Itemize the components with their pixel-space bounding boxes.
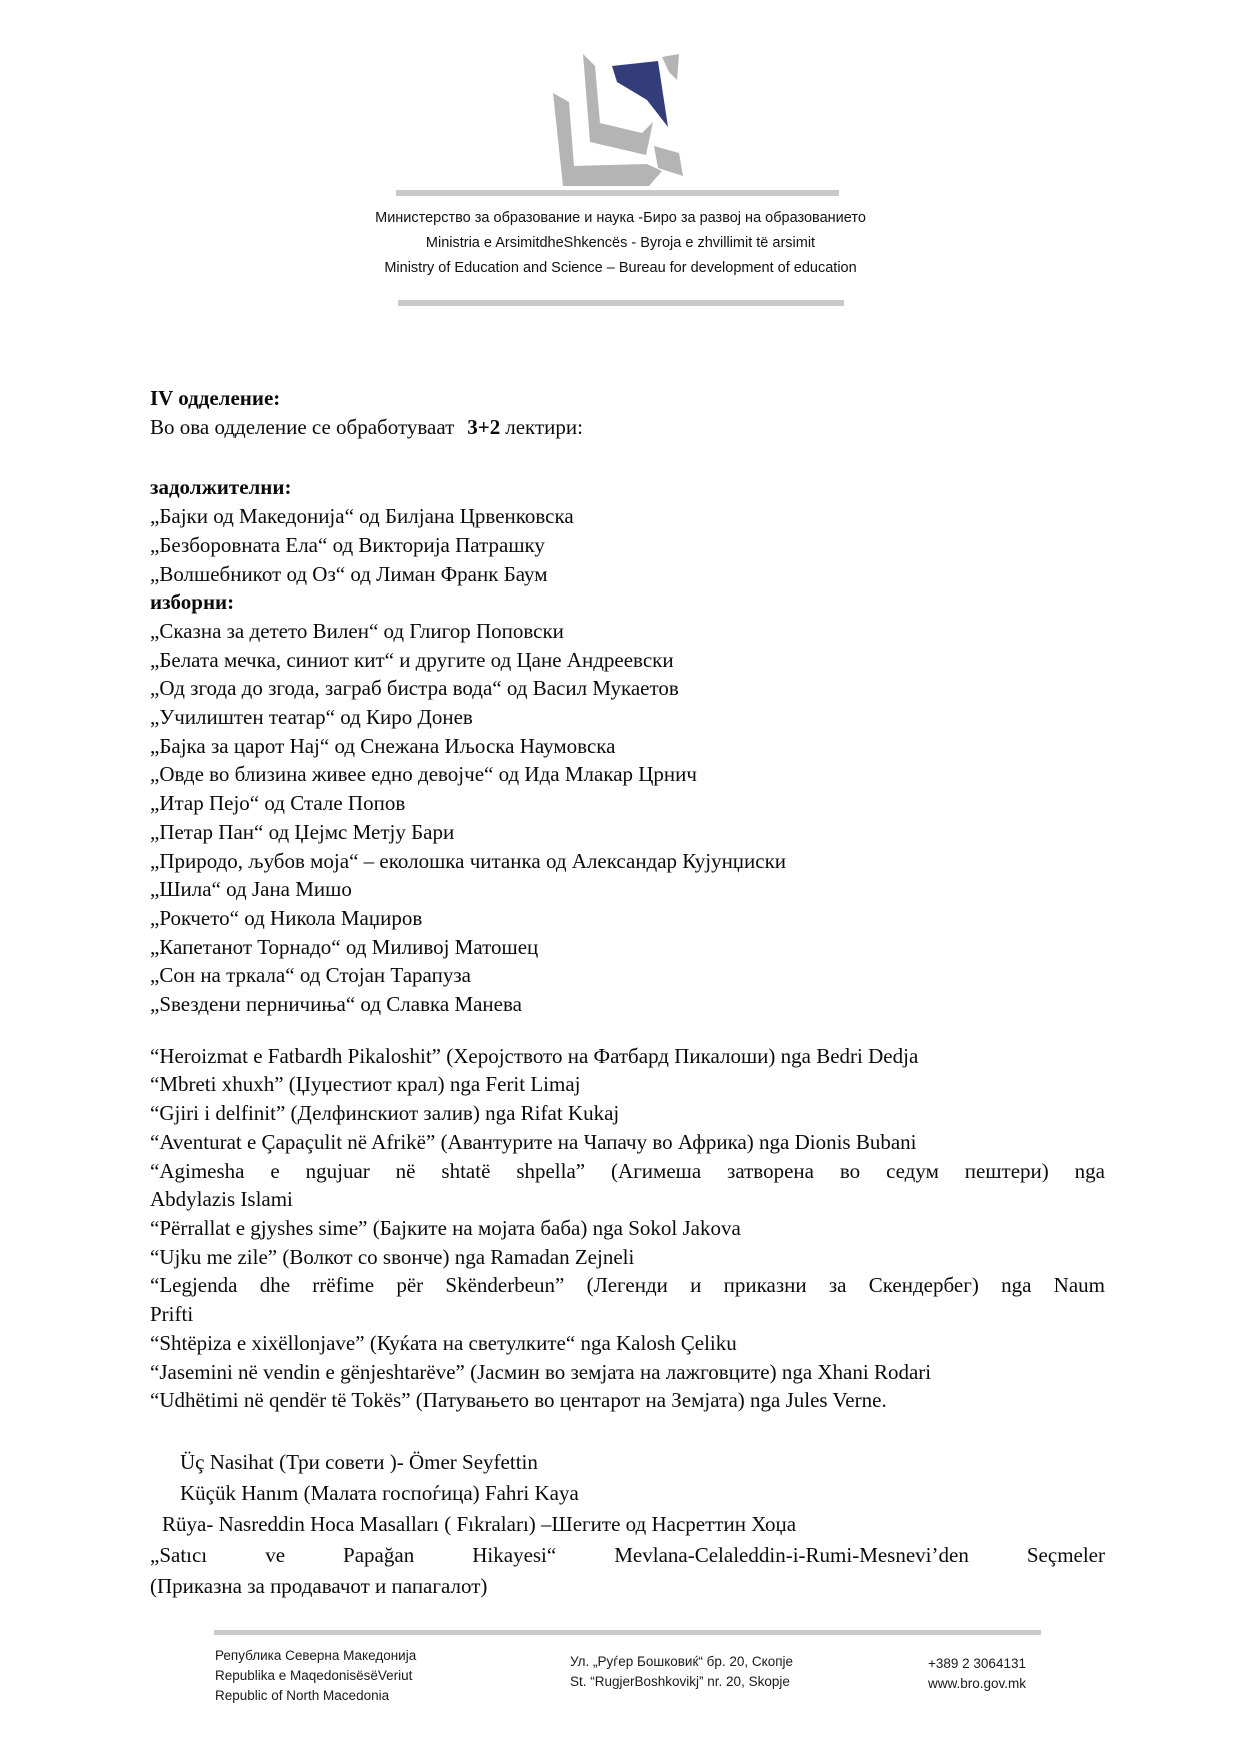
book-line: „Сон на тркала“ од Стојан Тарапуза xyxy=(150,963,471,988)
book-line: (Приказна за продавачот и папагалот) xyxy=(150,1573,488,1598)
book-line: „Од згода до згода, заграб бистра вода“ од Васил Мукаетов xyxy=(150,676,679,701)
header-separator-top xyxy=(396,190,839,196)
footer-contact-line: +389 2 3064131 xyxy=(928,1656,1026,1671)
elective-list xyxy=(150,617,1105,1019)
intro-suffix: лектири: xyxy=(505,414,583,439)
book-line: Rüya- Nasreddin Hoca Masalları ( Fıkraları) –Шегите од Насреттин Хоџа xyxy=(162,1511,797,1536)
reading-list-body xyxy=(150,384,1105,1602)
book-line: „Волшебникот од Оз“ од Лиман Франк Баум xyxy=(150,561,548,586)
book-line: “Mbreti xhuxh” (Џуџестиот крал) nga Ferit Limaj xyxy=(150,1072,581,1097)
footer-separator xyxy=(214,1630,1041,1635)
spacer xyxy=(150,1019,1105,1042)
ministry-title-en: Ministry of Education and Science – Bureau for development of education xyxy=(384,260,857,276)
book-line: “Aventurat e Çapaçulit në Afrikë” (Авантурите на Чапачу во Африка) nga Dionis Bubani xyxy=(150,1129,917,1154)
book-line: “Shtëpiza e xixëllonjave” (Куќата на светулките“ nga Kalosh Çeliku xyxy=(150,1330,737,1355)
footer-address-line: St. “RugjerBoshkovikj” nr. 20, Skopje xyxy=(570,1674,790,1689)
footer-country-line: Republika e MaqedonisësëVeriut xyxy=(215,1668,413,1683)
lecture-count: 3+2 xyxy=(467,414,501,439)
book-line: „Училиштен театар“ од Киро Донев xyxy=(150,705,473,730)
book-line: „Капетанот Торнадо“ од Миливој Матошец xyxy=(150,934,539,959)
book-line: „Satıcı ve Papağan Hikayesi“ Mevlana-Celaleddin-i-Rumi-Mesnevi’den Seçmeler xyxy=(150,1542,1105,1567)
book-line: Üç Nasihat (Три совети )- Ömer Seyfettin xyxy=(180,1449,538,1474)
book-line: „Шила“ од Јана Мишо xyxy=(150,877,352,902)
book-line: „Безборовната Ела“ од Викторија Патрашку xyxy=(150,532,545,557)
footer-contact-block xyxy=(928,1654,1026,1694)
footer-address-line: Ул. „Руѓер Бошковиќ“ бр. 20, Скопје xyxy=(570,1654,794,1669)
turkish-list xyxy=(150,1447,1105,1602)
header-separator-bottom xyxy=(398,300,844,306)
book-line: Prifti xyxy=(150,1302,194,1327)
bureau-logo-icon xyxy=(545,45,695,190)
book-line: „Бајка за царот Нај“ од Снежана Иљоска Наумовска xyxy=(150,733,616,758)
mandatory-list xyxy=(150,502,1105,588)
book-line: “Gjiri i delfinit” (Делфинскиот залив) nga Rifat Kukaj xyxy=(150,1101,620,1126)
spacer xyxy=(150,1415,1105,1447)
book-line: Küçük Hanım (Малата госпоѓица) Fahri Kaya xyxy=(180,1480,579,1505)
book-line: „Ѕвездени перничиња“ од Славка Манева xyxy=(150,992,522,1017)
book-line: Abdylazis Islami xyxy=(150,1187,293,1212)
book-line: „Сказна за детето Вилен“ од Глигор Поповски xyxy=(150,618,564,643)
footer-country-line: Република Северна Македонија xyxy=(215,1648,417,1663)
book-line: „Петар Пан“ од Џејмс Метју Бари xyxy=(150,819,455,844)
grade-heading: IV одделение: xyxy=(150,386,281,410)
book-line: „Итар Пејо“ од Стале Попов xyxy=(150,791,406,816)
book-line: „Бајки од Македонија“ од Билјана Црвенковска xyxy=(150,504,574,529)
ministry-title-sq: Ministria e ArsimitdheShkencës - Byroja e zhvillimit të arsimit xyxy=(425,235,816,251)
book-line: “Heroizmat e Fatbardh Pikaloshit” (Херојството на Фатбард Пикалоши) nga Bedri Dedja xyxy=(150,1043,919,1068)
elective-heading: изборни: xyxy=(150,590,235,615)
footer-country-line: Republic of North Macedonia xyxy=(215,1688,390,1703)
book-line: “Jasemini në vendin e gënjeshtarëve” (Јасмин во земјата на лажговците) nga Xhani Rodari xyxy=(150,1359,932,1384)
footer-country-block xyxy=(215,1646,416,1706)
book-line: “Agimesha e ngujuar në shtatë shpella” (Агимеша затворена во седум пештери) nga xyxy=(150,1158,1105,1183)
book-line: “Udhëtimi në qendër të Tokës” (Патувањето во центарот на Земјата) nga Jules Verne. xyxy=(150,1388,887,1413)
book-line: „Овде во близина живее едно девојче“ од Ида Млакар Црнич xyxy=(150,762,697,787)
spacer xyxy=(150,441,1105,473)
footer-address-block xyxy=(570,1652,793,1692)
mandatory-heading: задолжителни: xyxy=(150,475,292,500)
footer-contact-line: www.bro.gov.mk xyxy=(928,1676,1027,1691)
intro-line xyxy=(150,413,1105,442)
book-line: “Ujku me zile” (Волкот со ѕвонче) nga Ramadan Zejneli xyxy=(150,1244,635,1269)
albanian-list xyxy=(150,1042,1105,1415)
book-line: „Рокчето“ од Никола Маџиров xyxy=(150,905,423,930)
ministry-title-mk: Министерство за образование и наука -Биро за развој на образованието xyxy=(375,210,866,226)
header-title-block xyxy=(0,206,1241,281)
book-line: „Природо, љубов моја“ – еколошка читанка од Александар Кујунџиски xyxy=(150,848,787,873)
book-line: “Legjenda dhe rrëfime për Skënderbeun” (Легенди и приказни за Скендербег) nga Naum xyxy=(150,1273,1105,1298)
book-line: „Белата мечка, синиот кит“ и другите од Цане Андреевски xyxy=(150,647,674,672)
book-line: “Përrallat e gjyshes sime” (Бајките на мојата баба) nga Sokol Jakova xyxy=(150,1215,741,1240)
intro-prefix: Во ова одделение се обработуваат xyxy=(150,414,455,439)
